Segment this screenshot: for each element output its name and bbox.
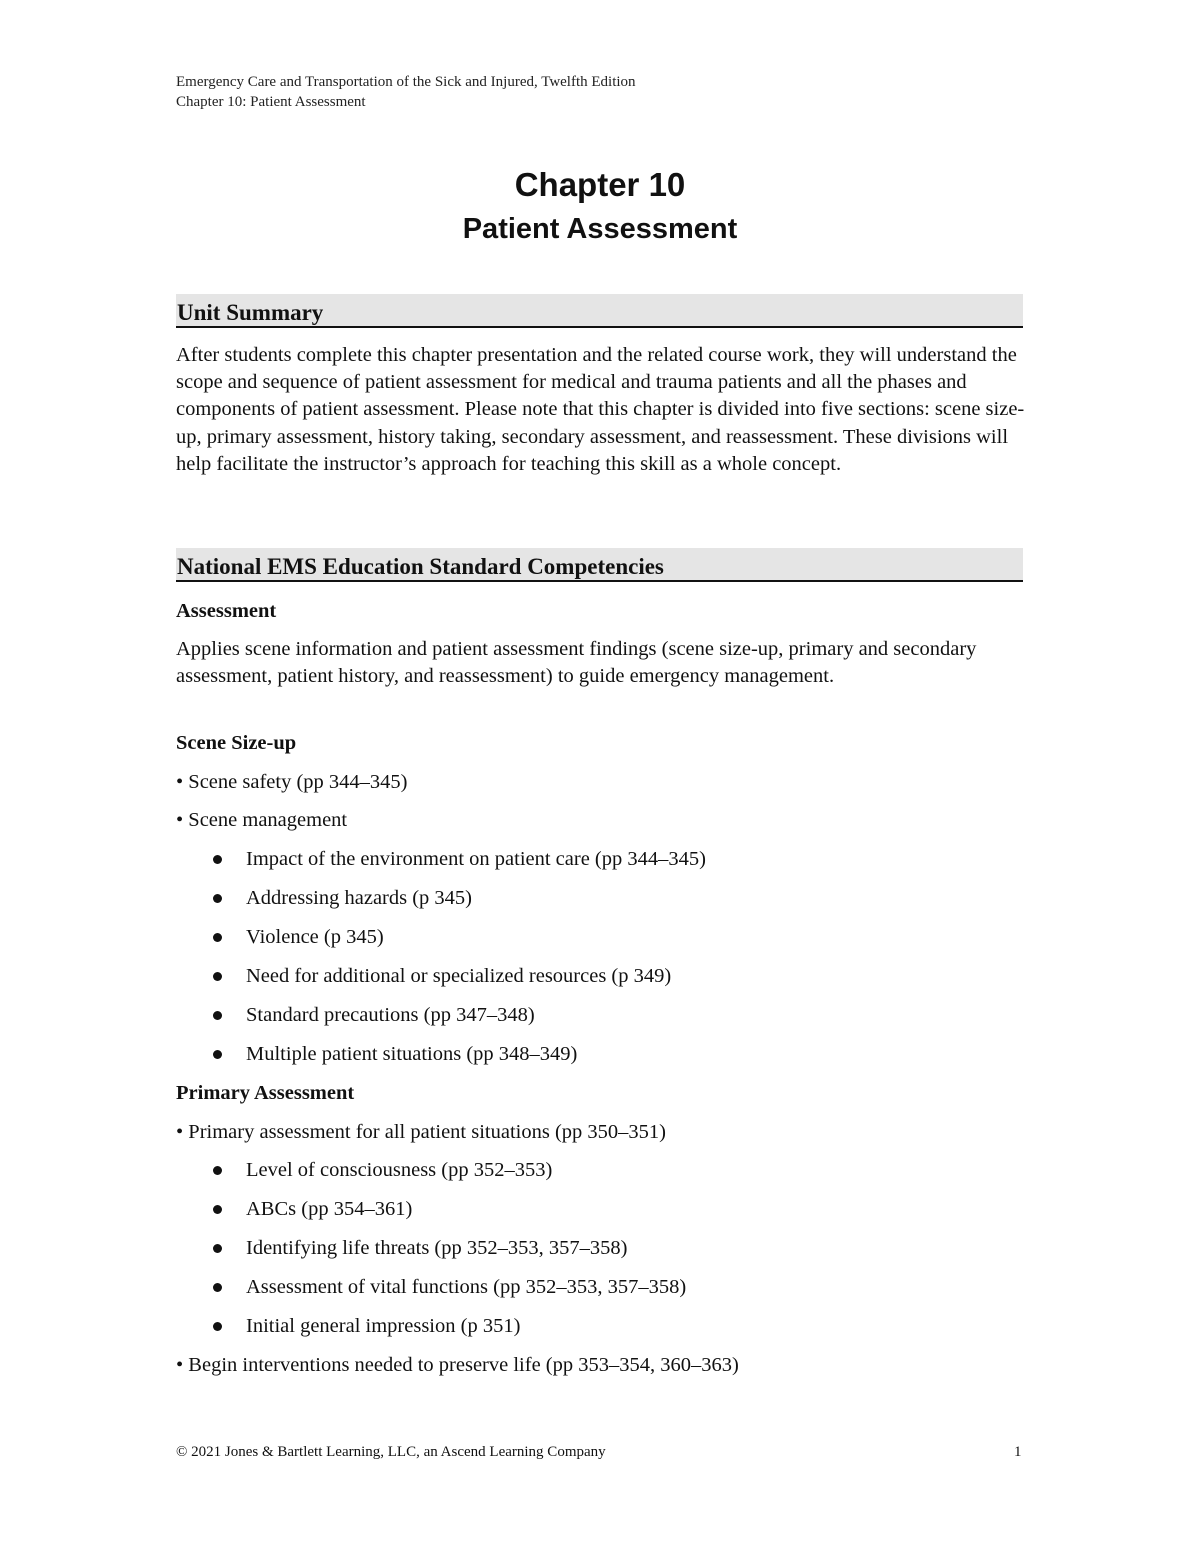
unit-summary-heading: Unit Summary: [176, 294, 1023, 328]
bullet-text: Standard precautions (pp 347–348): [246, 1004, 535, 1026]
bullet-text: Assessment of vital functions (pp 352–353, 357–358): [246, 1276, 687, 1298]
running-header: [176, 72, 636, 112]
book-title: Emergency Care and Transportation of the Sick and Injured, Twelfth Edition: [176, 74, 636, 90]
list-item-scene-management: • Scene management: [176, 809, 348, 831]
bullet-dot-icon: [213, 1050, 222, 1059]
bullet-dot-icon: [213, 1244, 222, 1253]
chapter-subtitle: Patient Assessment: [462, 213, 738, 245]
assessment-body: Applies scene information and patient assessment findings (scene size-up, primary and secondary assessment, patient history, and reassessment) to guide emergency management.: [176, 638, 977, 688]
bullet-text: Multiple patient situations (pp 348–349): [246, 1043, 578, 1065]
bullet-dot-icon: [213, 894, 222, 903]
list-item-scene-safety: • Scene safety (pp 344–345): [176, 771, 408, 793]
bullet-text: ABCs (pp 354–361): [246, 1198, 413, 1220]
bullet-text: Initial general impression (p 351): [246, 1315, 521, 1337]
competencies-heading: National EMS Education Standard Competencies: [176, 548, 1023, 582]
bullet-dot-icon: [213, 1322, 222, 1331]
bullet-text: Need for additional or specialized resources (p 349): [246, 965, 672, 987]
unit-summary-body: After students complete this chapter presentation and the related course work, they will understand the scope and sequence of patient assessment for medical and trauma patients and all the phases and components of patient assessment. Please note that this chapter is divided into five sections: scene size-up, primary assessment, history taking, secondary assessment, and reassessment. These divisions will help facilitate the instructor’s approach for teaching this skill as a whole concept.: [176, 344, 1025, 475]
bullet-text: Addressing hazards (p 345): [246, 887, 473, 909]
bullet-text: Impact of the environment on patient care (pp 344–345): [246, 848, 706, 870]
bullet-dot-icon: [213, 855, 222, 864]
bullet-dot-icon: [213, 1166, 222, 1175]
bullet-dot-icon: [213, 1283, 222, 1292]
list-item-begin-interventions: • Begin interventions needed to preserve life (pp 353–354, 360–363): [176, 1354, 739, 1376]
primary-assessment-heading: Primary Assessment: [176, 1082, 355, 1104]
bullet-dot-icon: [213, 933, 222, 942]
bullet-text: Level of consciousness (pp 352–353): [246, 1159, 553, 1181]
bullet-text: Identifying life threats (pp 352–353, 357–358): [246, 1237, 628, 1259]
list-item-primary-assessment: • Primary assessment for all patient situations (pp 350–351): [176, 1121, 666, 1143]
chapter-line: Chapter 10: Patient Assessment: [176, 94, 366, 110]
bullet-dot-icon: [213, 1011, 222, 1020]
page-number: 1: [1014, 1444, 1022, 1460]
scene-sizeup-heading: Scene Size-up: [176, 732, 297, 754]
bullet-dot-icon: [213, 972, 222, 981]
assessment-heading: Assessment: [176, 600, 277, 622]
bullet-dot-icon: [213, 1205, 222, 1214]
chapter-title: Chapter 10: [514, 166, 686, 203]
footer-copyright: © 2021 Jones & Bartlett Learning, LLC, an Ascend Learning Company: [176, 1444, 606, 1460]
bullet-text: Violence (p 345): [246, 926, 384, 948]
